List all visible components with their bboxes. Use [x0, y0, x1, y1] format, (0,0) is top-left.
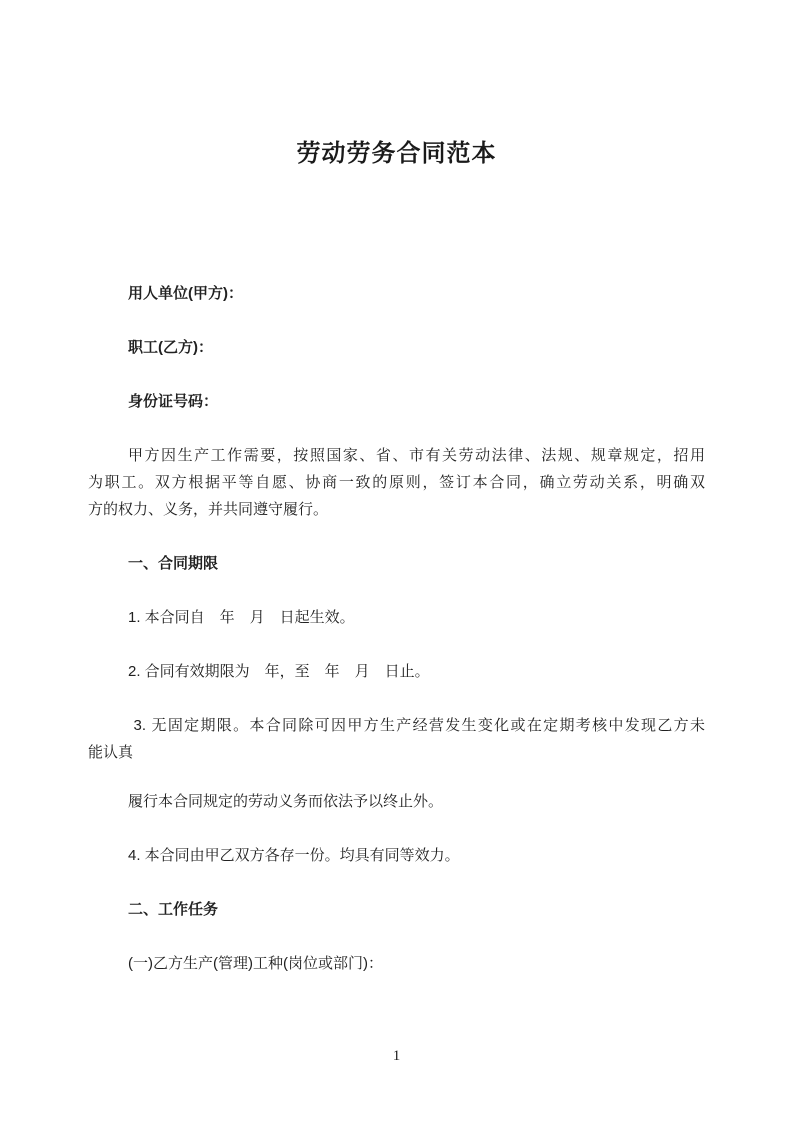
section-1-item-2: 2. 合同有效期限为 年，至 年 月 日止。	[128, 663, 430, 680]
party-b-label: 职工(乙方)：	[128, 339, 213, 356]
section-1-item-3	[88, 712, 705, 766]
intro-line-1: 甲方因生产工作需要，按照国家、省、市有关劳动法律、法规、规章规定，招用	[128, 447, 705, 464]
section-1-item-1: 1. 本合同自 年 月 日起生效。	[128, 609, 355, 626]
id-number-label: 身份证号码：	[128, 393, 219, 410]
section-2-heading: 二、工作任务	[128, 901, 219, 918]
intro-line-2: 为职工。双方根据平等自愿、协商一致的原则，签订本合同，确立劳动关系，明确双	[88, 474, 705, 491]
section-1-item-4: 4. 本合同由甲乙双方各存一份。均具有同等效力。	[128, 847, 460, 864]
document-title: 劳动劳务合同范本	[296, 140, 497, 167]
intro-line-3: 方的权力、义务，并共同遵守履行。	[88, 501, 329, 518]
section-1-item-3-line-1: 3. 无固定期限。本合同除可因甲方生产经营发生变化或在定期考核中发现乙方未	[128, 717, 706, 734]
intro-paragraph	[88, 442, 705, 523]
section-2-item-1: (一)乙方生产(管理)工种(岗位或部门)：	[128, 955, 383, 972]
page-number: 1	[392, 1048, 401, 1064]
party-a-label: 用人单位(甲方)：	[128, 285, 243, 302]
section-1-heading: 一、合同期限	[128, 555, 219, 572]
section-1-item-3-line-2: 能认真	[88, 744, 134, 761]
section-1-item-3-continuation: 履行本合同规定的劳动义务而依法予以终止外。	[128, 793, 444, 810]
